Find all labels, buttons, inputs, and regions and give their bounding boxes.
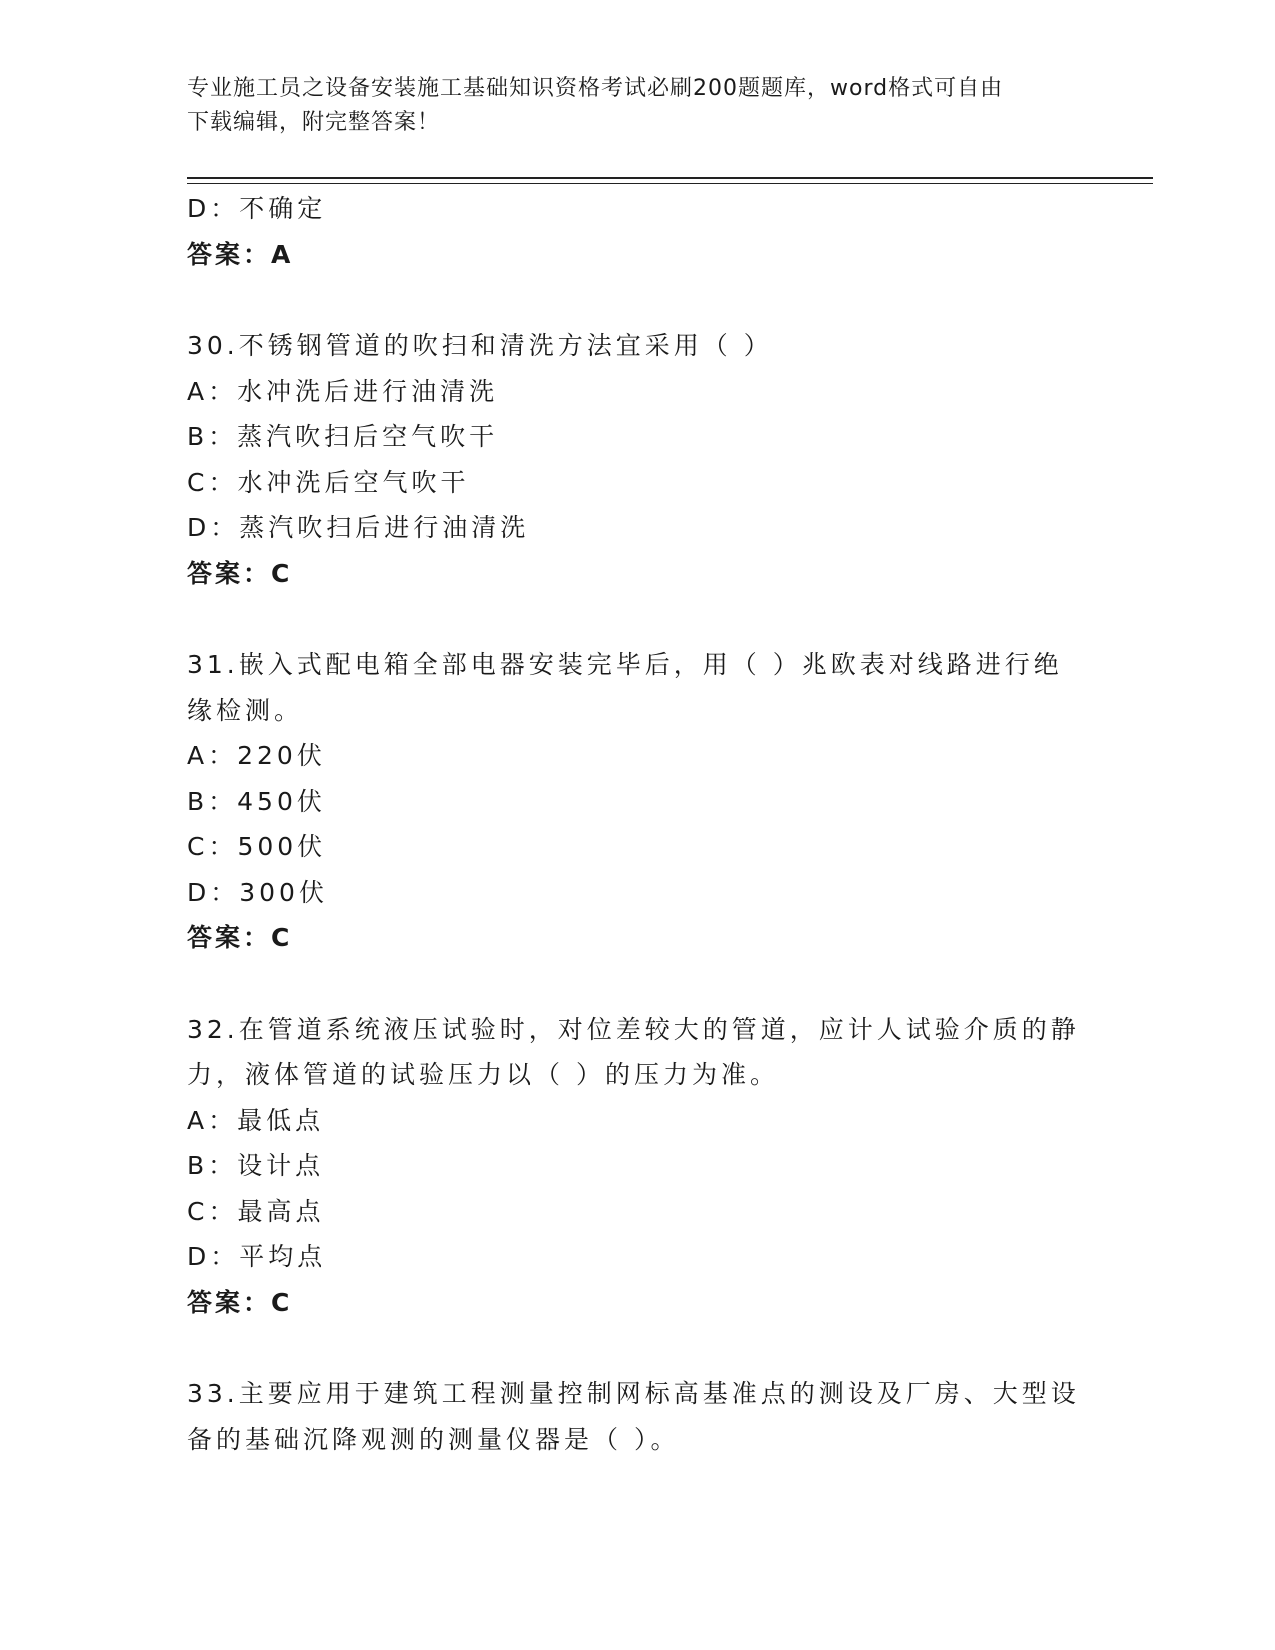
spacer — [187, 1325, 1087, 1371]
document-header — [187, 72, 1067, 140]
option-a: A：220伏 — [187, 741, 326, 770]
option-d: D：平均点 — [187, 1242, 327, 1271]
question-content — [187, 186, 1087, 1462]
option-a: A：最低点 — [187, 1105, 325, 1135]
header-divider-thick — [187, 177, 1153, 179]
option-b: B：设计点 — [187, 1151, 325, 1180]
option-b: B：蒸汽吹扫后空气吹干 — [187, 422, 499, 451]
option-d: D：蒸汽吹扫后进行油清洗 — [187, 513, 530, 542]
spacer — [187, 961, 1087, 1007]
answer: 答案：C — [187, 558, 293, 588]
option-b: B：450伏 — [187, 786, 326, 816]
question-text: 30.不锈钢管道的吹扫和清洗方法宜采用（ ） — [187, 331, 773, 360]
option-d: D：300伏 — [187, 877, 328, 907]
header-line-1: 专业施工员之设备安装施工基础知识资格考试必刷200题题库，word格式可自由 — [187, 76, 1004, 101]
header-divider-thin — [187, 183, 1153, 184]
answer: 答案：C — [187, 923, 293, 952]
question-text-line-2: 备的基础沉降观测的测量仪器是（ ）。 — [187, 1424, 680, 1454]
prev-answer: 答案：A — [187, 239, 294, 269]
question-text-line-2: 力，液体管道的试验压力以（ ）的压力为准。 — [187, 1060, 779, 1089]
question-text-line-2: 缘检测。 — [187, 695, 304, 725]
spacer — [187, 596, 1087, 642]
question-31 — [187, 642, 1087, 961]
question-text-line-1: 32.在管道系统液压试验时，对位差较大的管道，应计人试验介质的静 — [187, 1014, 1080, 1044]
question-text-line-1: 31.嵌入式配电箱全部电器安装完毕后，用（ ）兆欧表对线路进行绝 — [187, 650, 1063, 679]
option-c: C：最高点 — [187, 1196, 325, 1226]
question-32 — [187, 1007, 1087, 1326]
question-text-line-1: 33.主要应用于建筑工程测量控制网标高基准点的测设及厂房、大型设 — [187, 1379, 1080, 1408]
prev-option-d: D：不确定 — [187, 194, 327, 223]
spacer — [187, 277, 1087, 323]
answer: 答案：C — [187, 1287, 293, 1317]
question-33 — [187, 1371, 1087, 1462]
option-a: A：水冲洗后进行油清洗 — [187, 376, 499, 406]
option-c: C：500伏 — [187, 832, 327, 861]
question-30 — [187, 323, 1087, 596]
header-line-2: 下载编辑，附完整答案！ — [187, 110, 441, 135]
option-c: C：水冲洗后空气吹干 — [187, 467, 470, 497]
